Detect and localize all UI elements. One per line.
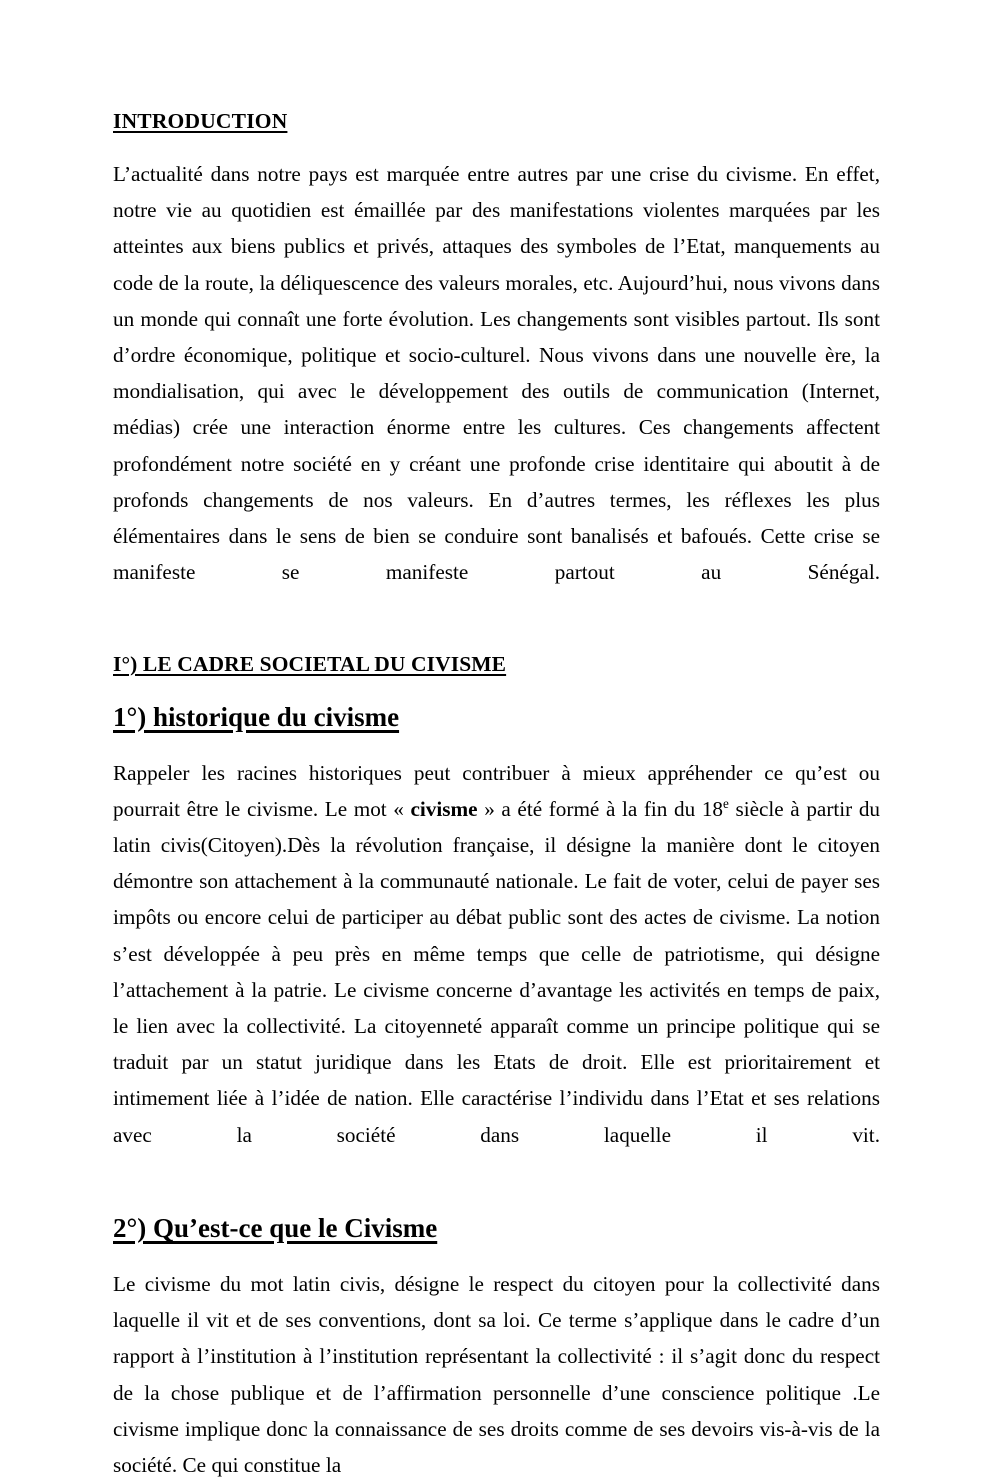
paragraph-historique-part-2: » a été formé à la fin du 18	[477, 796, 724, 821]
paragraph-historique	[113, 755, 880, 1189]
heading-subsection-1-text: 1°) historique du civisme	[113, 701, 400, 732]
term-civisme-bold: civisme	[410, 796, 478, 821]
paragraph-introduction: L’actualité dans notre pays est marquée entre autres par une crise du civisme. En effet, notre vie au quotidien est émaillée par des manifestations violentes marquées par les atteintes aux biens publics et privés, attaques des symboles de l’Etat, manquements au code de la route, la déliquescence des valeurs morales, etc. Aujourd’hui, nous vivons dans un monde qui connaît une forte évolution. Les changements sont visibles partout. Ils sont d’ordre économique, politique et socio-culturel. Nous vivons dans une nouvelle ère, la mondialisation, qui avec le développement des outils de communication (Internet, médias) crée une interaction énorme entre les cultures. Ces changements affectent profondément notre société en y créant une profonde crise identitaire qui aboutit à de profonds changements de nos valeurs. En d’autres termes, les réflexes les plus élémentaires dans le sens de bien se conduire sont banalisés et bafoués. Cette crise se manifeste se manifeste partout au Sénégal.	[113, 162, 880, 585]
heading-section-1-text: I°) LE CADRE SOCIETAL DU CIVISME	[113, 651, 507, 676]
heading-section-1	[113, 651, 880, 678]
heading-subsection-2-text: 2°) Qu’est-ce que le Civisme	[113, 1213, 438, 1244]
paragraph-definition: Le civisme du mot latin civis, désigne le respect du citoyen pour la collectivité dans laquelle il vit et de ses conventions, dont sa loi. Ce terme s’applique dans le cadre d’un rapport à l’institution à l’institution représentant la collectivité : il s’agit donc du respect de la chose publique et de l’affirmation personnelle d’une conscience politique .Le civisme implique donc la connaissance de ses droits comme de ses devoirs vis-à-vis de la société. Ce qui constitue la	[113, 1272, 880, 1478]
page-content	[113, 108, 880, 1483]
heading-introduction	[113, 108, 880, 134]
heading-introduction-text: INTRODUCTION	[113, 109, 288, 133]
ordinal-superscript: e	[723, 795, 729, 811]
paragraph-historique-part-3: siècle à partir du latin civis(Citoyen).Dès la révolution française, il désigne la manière dont le citoyen démontre son attachement à la communauté nationale. Le fait de voter, celui de payer ses impôts ou encore celui de participer au débat public sont des actes de civisme. La notion s’est développée à peu près en même temps que celle de patriotisme, qui désigne l’attachement à la patrie. Le civisme concerne d’avantage les activités en temps de paix, le lien avec la collectivité. La citoyenneté apparaît comme un principe politique qui se traduit par un statut juridique dans les Etats de droit. Elle est prioritairement et intimement liée à l’idée de nation. Elle caractérise l’individu dans l’Etat et ses relations avec la société dans laquelle il vit.	[113, 796, 881, 1147]
heading-subsection-2	[113, 1211, 880, 1245]
heading-subsection-1	[113, 700, 880, 734]
paragraph-historique-part-1: Rappeler les racines historiques peut contribuer à mieux appréhender ce qu’est ou pourrait être le civisme. Le mot «	[113, 760, 880, 821]
